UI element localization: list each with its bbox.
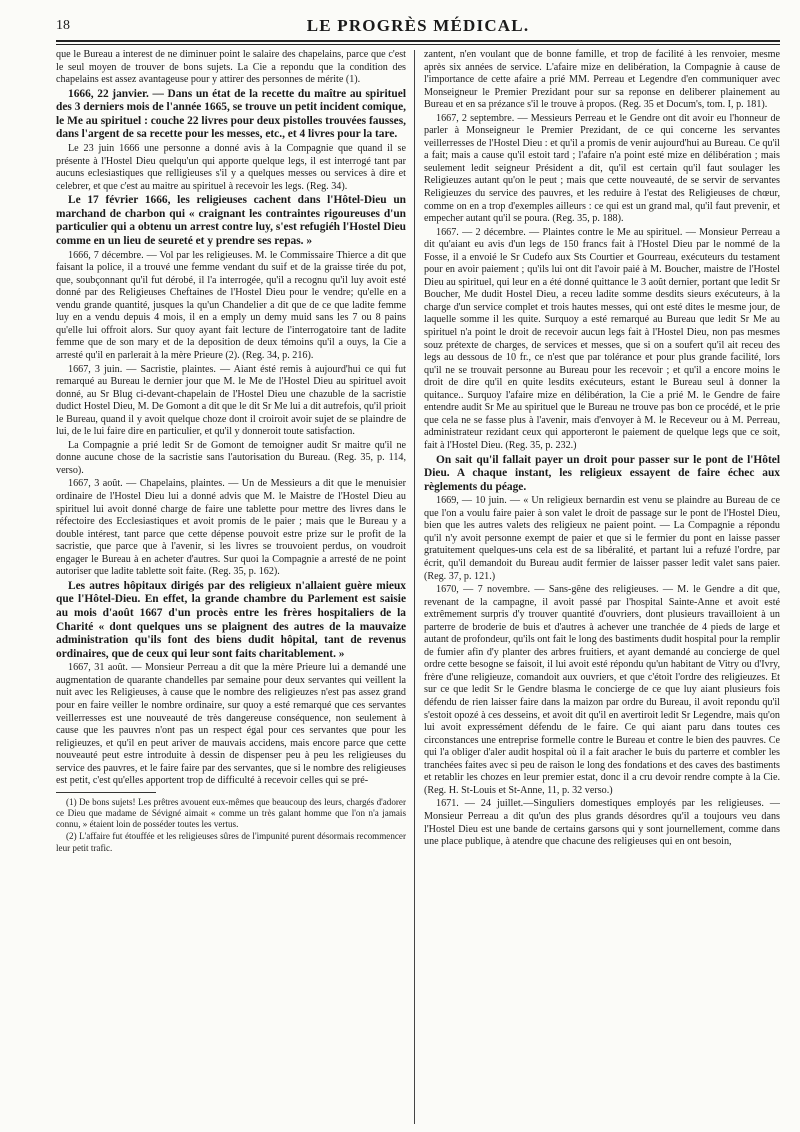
column-divider	[414, 50, 415, 1124]
paragraph: 1669, — 10 juin. — « Un religieux bernardin est venu se plaindre au Bureau de ce que l'on a voulu faire paier à son valet le droit de passage sur le pont de l'Hostel Dieu, bien que les autres valets des religieux ne paient point. — La Compagnie a répondu qu'il n'y avoit personne exempt de paier et que si le fermier du pont en laisse passer gratuitement quelques-uns cela est de sa libéralité, et partant lui a refuzé l'ordre, par écrit, qu'il demandoit du Bureau audit fermier de laisser passer ledit valet sans paier. (Reg. 37, p. 121.)	[424, 495, 780, 582]
right-column	[424, 49, 780, 1125]
paragraph: 1667. — 2 décembre. — Plaintes contre le Me au spirituel. — Monsieur Perreau a dit qu'aiant eu avis d'un legs de 150 francs fait à l'Hostel Dieu par le nommé de la Fosse, il a envoié le Sr Cudefo aux Sts Courtier et Gourreau, exécuteurs du testament pour en avoir paiement ; qu'ils lui ont dit l'avoir paié à M. Boucher, maistre de l'Hostel Dieu au spirituel, qui leur en a été donné quittance le 3 août dernier, portant que ledit Sr Boucher, Me dudit Hostel Dieu, a receu ladite somme desdits sieurs exécuteurs, à la charge d'un service complet et trois hautes messes, qui ont esté dites le mesme jour, de laquelle somme il les quite. Surquoy a esté remarqué au Bureau que ledit Sr Me au spirituel n'a point le droit de recevoir aucun legs fait à l'Hostel Dieu, non pas mesmes souz prétexte de charges, de services et messes, que si on a soufert qu'il ait receu des legs au dessous de 10 fr., ce n'est que par tolérance et pour plus grande facilité, lors qu'il ne se trouvait personne au Bureau pour les recevoir ; et qu'il a encore moins le droit de dire qu'il en quite lesdits exécuteurs, estant le Bureau seul à donner la quitance.. Surquoy l'afaire mize en délibération, la Cie a prié M. le Gendre de faire entendre audit Sr Me au spirituel que le Bureau ne trouve pas bon ce procédé, et le prie que cela ne se fasse plus à l'avenir, mais d'envoyer à M. le Receveur ou à M. Perreau, administrateur rezidant ceux qui apporteront le paiement de quelque legs que ce soit, fait à l'Hostel Dieu. (Reg. 35, p. 232.)	[424, 226, 780, 451]
footnotes	[56, 797, 406, 854]
paragraph: 1671. — 24 juillet.—Singuliers domestiques employés par les religieuses. — Monsieur Perreau a dit qu'un des plus grands désordres qu'il a toujours veu dans l'Hostel Dieu est une bande de certains garsons qui y sont journellement, comme dans une place publique, à atendre que chacune des religieuses qui en ont besoin,	[424, 798, 780, 848]
header-rule-thin	[56, 44, 780, 45]
footnote-rule	[56, 792, 156, 793]
header-rule-thick	[56, 40, 780, 42]
paragraph-lead: On sait qu'il fallait payer un droit pour passer sur le pont de l'Hôtel Dieu. A chaque instant, les religieux essayent de faire échec aux règlements du péage.	[424, 453, 780, 493]
left-column	[56, 49, 406, 1079]
running-header	[56, 16, 780, 40]
paragraph: 1667, 3 août. — Chapelains, plaintes. — Un de Messieurs a dit que le menuisier ordinaire de l'Hostel Dieu lui a donné advis que M. le Maistre de l'Hostel Dieu au spirituel lui avoit donné charge de faire une tablette pour mettre des livres dans le réfectoire des Ecclesiastiques et avoit promis de le paier ; mais que le Bureau y a double intérest, tant parce que cette dépense pouvoit estre prize sur le profit de la sacristie, que parce que à l'avenir, si les livres se trouvoient perdus, on voudroit engager le Bureau à en acheter d'autres. Sur quoi la Compagnie a arresté de ne point autoriser que ladite tablette soit faite. (Reg. 35, p. 162).	[56, 478, 406, 578]
paragraph: 1667, 31 août. — Monsieur Perreau a dit que la mère Prieure lui a demandé une augmentation de quarante chandelles par semaine pour deux servantes qui veillent la nuit avec les Religieuses, à cause que le nombre des religieuzes n'est pas assez grand pour en faire veiller le nombre ordinaire, sur quoy a esté remarqué que ces servantes veillerresses est une nouveauté de très dangereuse conséquence, non seulement à cause que les pauvres n'ont pas un respect égal pour ces servantes que pour les religieuzes, et qu'il en peut ariver de mauvais accidens, mais encore parce que cette nouveauté peut estre introduite à dessin de dispenser peu à peu les religieuses du service des pauvres, et le faire faire par des servantes, que si le nombre des religieuses est petit, c'est qu'elles apportent trop de difficulté à recevoir celles qui se pré-	[56, 662, 406, 787]
paragraph: 1667, 2 septembre. — Messieurs Perreau et le Gendre ont dit avoir eu l'honneur de parler à Monseigneur le Premier Prezidant, de ce qui concerne les servantes veillerresses de l'Hostel Dieu : et qu'il a promis de venir aujourd'hui au Bureau. Ce qu'il a fait; mais a cause qu'il estoit tard ; l'afaire n'a point esté mize en délibération ; mais seulement ledit seigneur Président a dit, qu'il est certain qu'il faut soulager les Religieuzes autant qu'on le peut ; mais que cette nouveauté, de se servir de servantes Religieuzes du service des pauvres, et les reduire à l'estat des Religieuses de chœur, comme on en a trop d'exemples ailleurs : ce qui est un grand mal, qu'il faut prevenir, et empecher autant qu'il se poura. (Reg. 35, p. 188).	[424, 112, 780, 225]
paragraph-lead: 1666, 22 janvier. — Dans un état de la recette du maître au spirituel des 3 derniers mois de l'année 1665, se trouve un petit incident comique, le Me au spirituel : couche 22 livres pour deux pistolles trouvées fausses, dans l'argent de sa recette pour les messes, etc., et 4 livres pour la tare.	[56, 87, 406, 141]
paragraph: 1667, 3 juin. — Sacristie, plaintes. — Aiant ésté remis à aujourd'hui ce qui fut remarqué au Bureau le dernier jour que M. le Me de l'Hostel Dieu au spirituel avoit donné, au Sr Blug ci-devant-chapelain de l'Hostel Dieu une chazuble de la sacristie dudict Hostel Dieu, M. De Gomont a dit que le dit Sr Me lui a dit autrefois, qu'il prioit le Bureau, quand il y avoit quelque choze dont il croiroit avoir sujet de se plaindre de lui, de le lui faire dire en particulier, et qu'il y donneroit toute satisfaction.	[56, 363, 406, 438]
page-number: 18	[56, 18, 70, 33]
paragraph: zantent, n'en voulant que de bonne famille, et trop de facilité à les renvoier, mesme après six années de service. L'afaire mize en delibération, la Compagnie à cause de l'importance de cette afaire a prié MM. Perreau et Legendre d'en communiquer avec Monseigneur le Premier Prezidant pour sur sa reponse en deliberer plainement au Bureau et en sa prézance s'il le trouve à propos. (Reg. 35 et Docum's, tom. I, p. 181).	[424, 49, 780, 111]
paragraph: 1666, 7 décembre. — Vol par les religieuses. M. le Commissaire Thierce a dit que faisant la police, il a trouvé une femme vendant du suif et de la graisse tirée du pot, que, soubçonnant qu'il fut dérobé, il l'a interrogée, qu'il a recognu qu'il luy avoit esté donné par des Religieuses Cheftaines de l'Hostel Dieu pour le vendre; qu'elle en a vendu grande quantité, jusques la qu'un Chandelier a dit que de ce que ladite femme luy en a vendu depuis 4 mois, il en a emply un demy muid sans les 7 ou 8 pains qu'elle lui offroit alors. Sur quoy ayant fait lecture de l'interrogatoire tant de ladite femme que de son mary et de la deposition de deux témoins qu'il a ouys, la Cie a arresté qu'il en parlerait à la mère Prieure (2). (Reg. 34, p. 216).	[56, 249, 406, 361]
paragraph: La Compagnie a prié ledit Sr de Gomont de temoigner audit Sr maitre qu'il ne donne aucune chose de la sacristie sans l'autorisation du Bureau. (Reg. 35, p. 114, verso).	[56, 439, 406, 476]
footnote: (2) L'affaire fut étouffée et les religieuses sûres de l'impunité purent désormais recommencer leur petit trafic.	[56, 831, 406, 853]
footnote: (1) De bons sujets! Les prêtres avouent eux-mêmes que beaucoup des leurs, chargés d'adorer ce Dieu que madame de Sévigné aimait « comme un très galant homme que l'on n'a jamais connu, » étaient loin de posséder toutes les vertus.	[56, 796, 406, 830]
journal-title: LE PROGRÈS MÉDICAL.	[306, 16, 530, 35]
paragraph: Le 23 juin 1666 une personne a donné avis à la Compagnie que quand il se présente à l'Hostel Dieu quelqu'un qui apporte quelque legs, il est interrogé tant par aucuns eclesiastiques que relligieuses s'il y a quelques messes ou services à dire et celebrer, et que c'est au maitre au spirituel à recevoir les legs. (Reg. 34).	[56, 143, 406, 192]
paragraph: 1670, — 7 novembre. — Sans-gêne des religieuses. — M. le Gendre a dit que, revenant de la campagne, il avoit passé par l'hospital Sainte-Anne et avoit esté extrêmement surpris d'y trouver quantité d'ouvriers, dont plusieurs travailloient à un parterre de broderie de buis et d'autres à achever une tranchée de 4 pieds de large et autant de profondeur, qu'ils ont fait le long des bastiments dudit hospital pour la remplir de fumier afin d'y planter des arbres fruitiers, et ayant demandé au concierge de quel ordre cette besogne se faisoit, il lui avoit esté répondu qu'un habitant de Vitry ou d'Ivry, frère d'une religieuze, comandoit aux ouvriers, et que c'étoit l'ordre des religieuzes. Et sur ce que ledit Sr le Gendre blasma le concierge de ce que luy aiant plusieurs fois défendu de rien laisser faire dans la maizon par ordre du Bureau, il avoit repondu qu'il s'estoit opozé à ces desseins, et avoit dit qu'il en avertiroit ledit Sr Legendre, mais qu'on lui avoit expressément défendu de le faire. Ce qui aiant paru dans toutes ces circonstances une entreprise formelle contre le Bureau et contre le bien des pauvres. Ce qui l'a obliger d'aler audit hospital où il a fait aracher le buis du parterre et combler les tranchées faites avec si peu de raison le long des fondations et des caves des bastiments et retablir les chozes en leur premier estat, donc il a cru devoir rendre compte à la Cie. (Reg. H. St-Louis et St-Anne, 11, p. 32 verso.)	[424, 584, 780, 796]
paragraph: que le Bureau a interest de ne diminuer point le salaire des chapelains, parce que c'est le seul moyen de trouver de bons sujets. La Cie a repondu que la condition des chapelains est assez avantageuse pour y attirer des personnes de mérite (1).	[56, 49, 406, 86]
paragraph-lead: Le 17 février 1666, les religieuses cachent dans l'Hôtel-Dieu un marchand de charbon qui « craignant les contraintes rigoureuses d'un particulier qui a obtenu un arrest contre luy, s'est refugiéh l'Hostel Dieu comme en un lieu de seureté et y prendre ses repas. »	[56, 194, 406, 247]
paragraph-lead: Les autres hôpitaux dirigés par des religieux n'allaient guère mieux que l'Hôtel-Dieu. En effet, la grande chambre du Parlement est saisie au mois d'août 1667 d'un procès entre les frères hospitaliers de la Charité « dont quelques uns se plaignent des autres de la mauvaize administration qu'ils font des biens dudit hôpital, tant de revenus ordinaires, que de ceux qui leur sont faits charitablement. »	[56, 579, 406, 660]
